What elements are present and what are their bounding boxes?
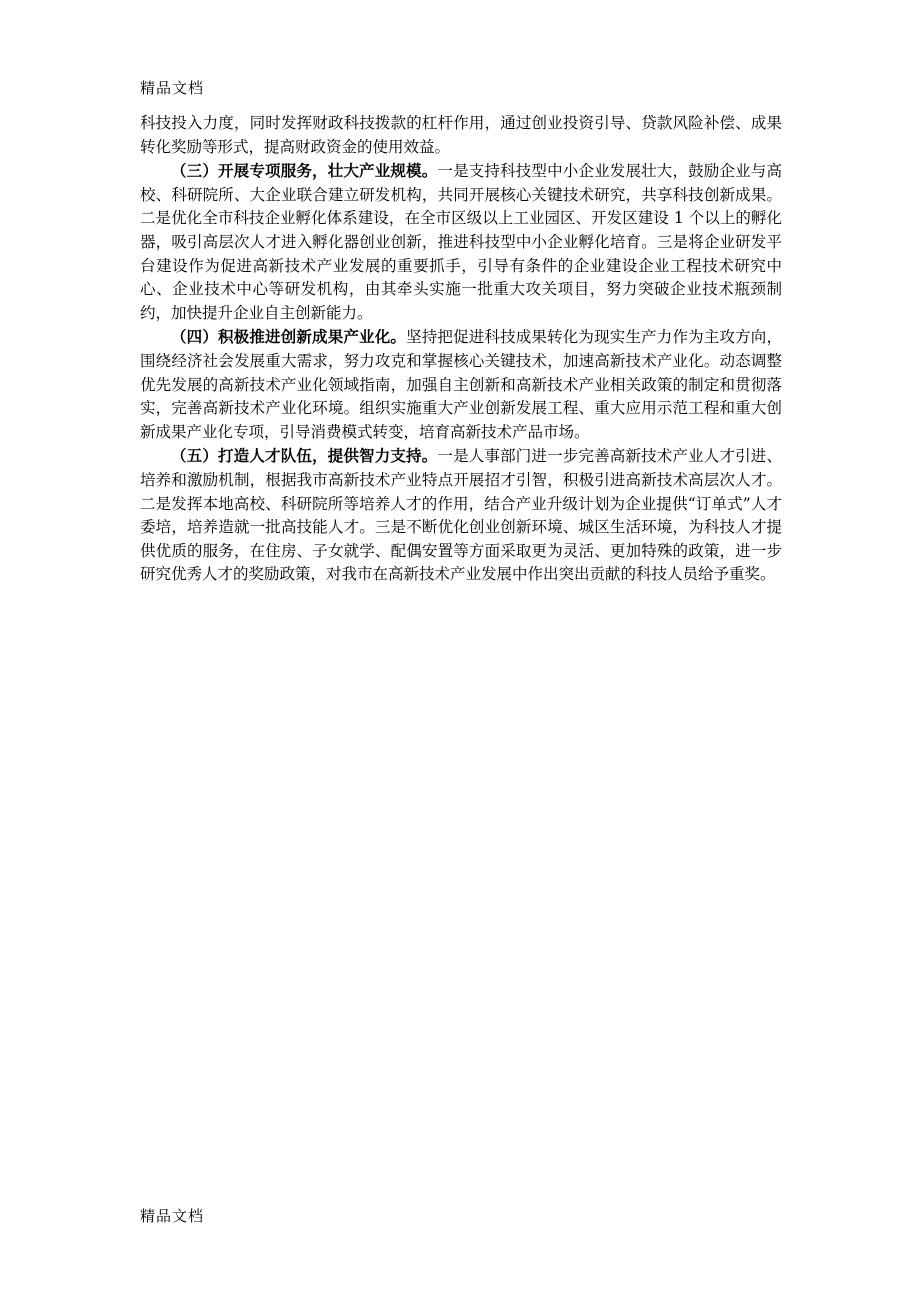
paragraph-section-4 [140, 325, 782, 444]
paragraph-body: 科技投入力度，同时发挥财政科技拨款的杠杆作用，通过创业投资引导、贷款风险补偿、成果转化奖励等形式，提高财政资金的使用效益。 [140, 114, 782, 156]
paragraph-body: 一是支持科技型中小企业发展壮大，鼓励企业与高校、科研院所、大企业联合建立研发机构，共同开展核心关键技术研究，共享科技创新成果。二是优化全市科技企业孵化体系建设，在全市区级以上工业园区、开发区建设 1 个以上的孵化器，吸引高层次人才进入孵化器创业创新，推进科技型中小企业孵化培育。三是将企业研发平台建设作为促进高新技术产业发展的重要抓手，引导有条件的企业建设企业工程技术研究中心、企业技术中心等研发机构，由其牵头实施一批重大攻关项目，努力突破企业技术瓶颈制约，加快提升企业自主创新能力。 [140, 162, 782, 322]
section-heading: （三）开展专项服务，壮大产业规模。 [171, 161, 438, 181]
page-footer-label: 精品文档 [140, 1207, 205, 1225]
document-body [140, 112, 782, 587]
paragraph-body: 一是人事部门进一步完善高新技术产业人才引进、培养和激励机制，根据我市高新技术产业特点开展招才引智，积极引进高新技术高层次人才。二是发挥本地高校、科研院所等培养人才的作用，结合产业升级计划为企业提供“订单式”人才委培，培养造就一批高技能人才。三是不断优化创业创新环境、城区生活环境，为科技人才提供优质的服务，在住房、子女就学、配偶安置等方面采取更为灵活、更加特殊的政策，进一步研究优秀人才的奖励政策，对我市在高新技术产业发展中作出突出贡献的科技人员给予重奖。 [140, 447, 782, 584]
section-heading: （五）打造人才队伍，提供智力支持。 [171, 446, 438, 466]
paragraph-body: 坚持把促进科技成果转化为现实生产力作为主攻方向，围绕经济社会发展重大需求，努力攻克和掌握核心关键技术，加速高新技术产业化。动态调整优先发展的高新技术产业化领域指南，加强自主创新和高新技术产业相关政策的制定和贯彻落实，完善高新技术产业化环境。组织实施重大产业创新发展工程、重大应用示范工程和重大创新成果产业化专项，引导消费模式转变，培育高新技术产品市场。 [140, 328, 782, 441]
paragraph-section-3 [140, 159, 782, 325]
section-heading: （四）积极推进创新成果产业化。 [171, 327, 407, 347]
page-header-label: 精品文档 [140, 79, 205, 97]
paragraph-continuation [140, 112, 782, 159]
paragraph-section-5 [140, 444, 782, 587]
